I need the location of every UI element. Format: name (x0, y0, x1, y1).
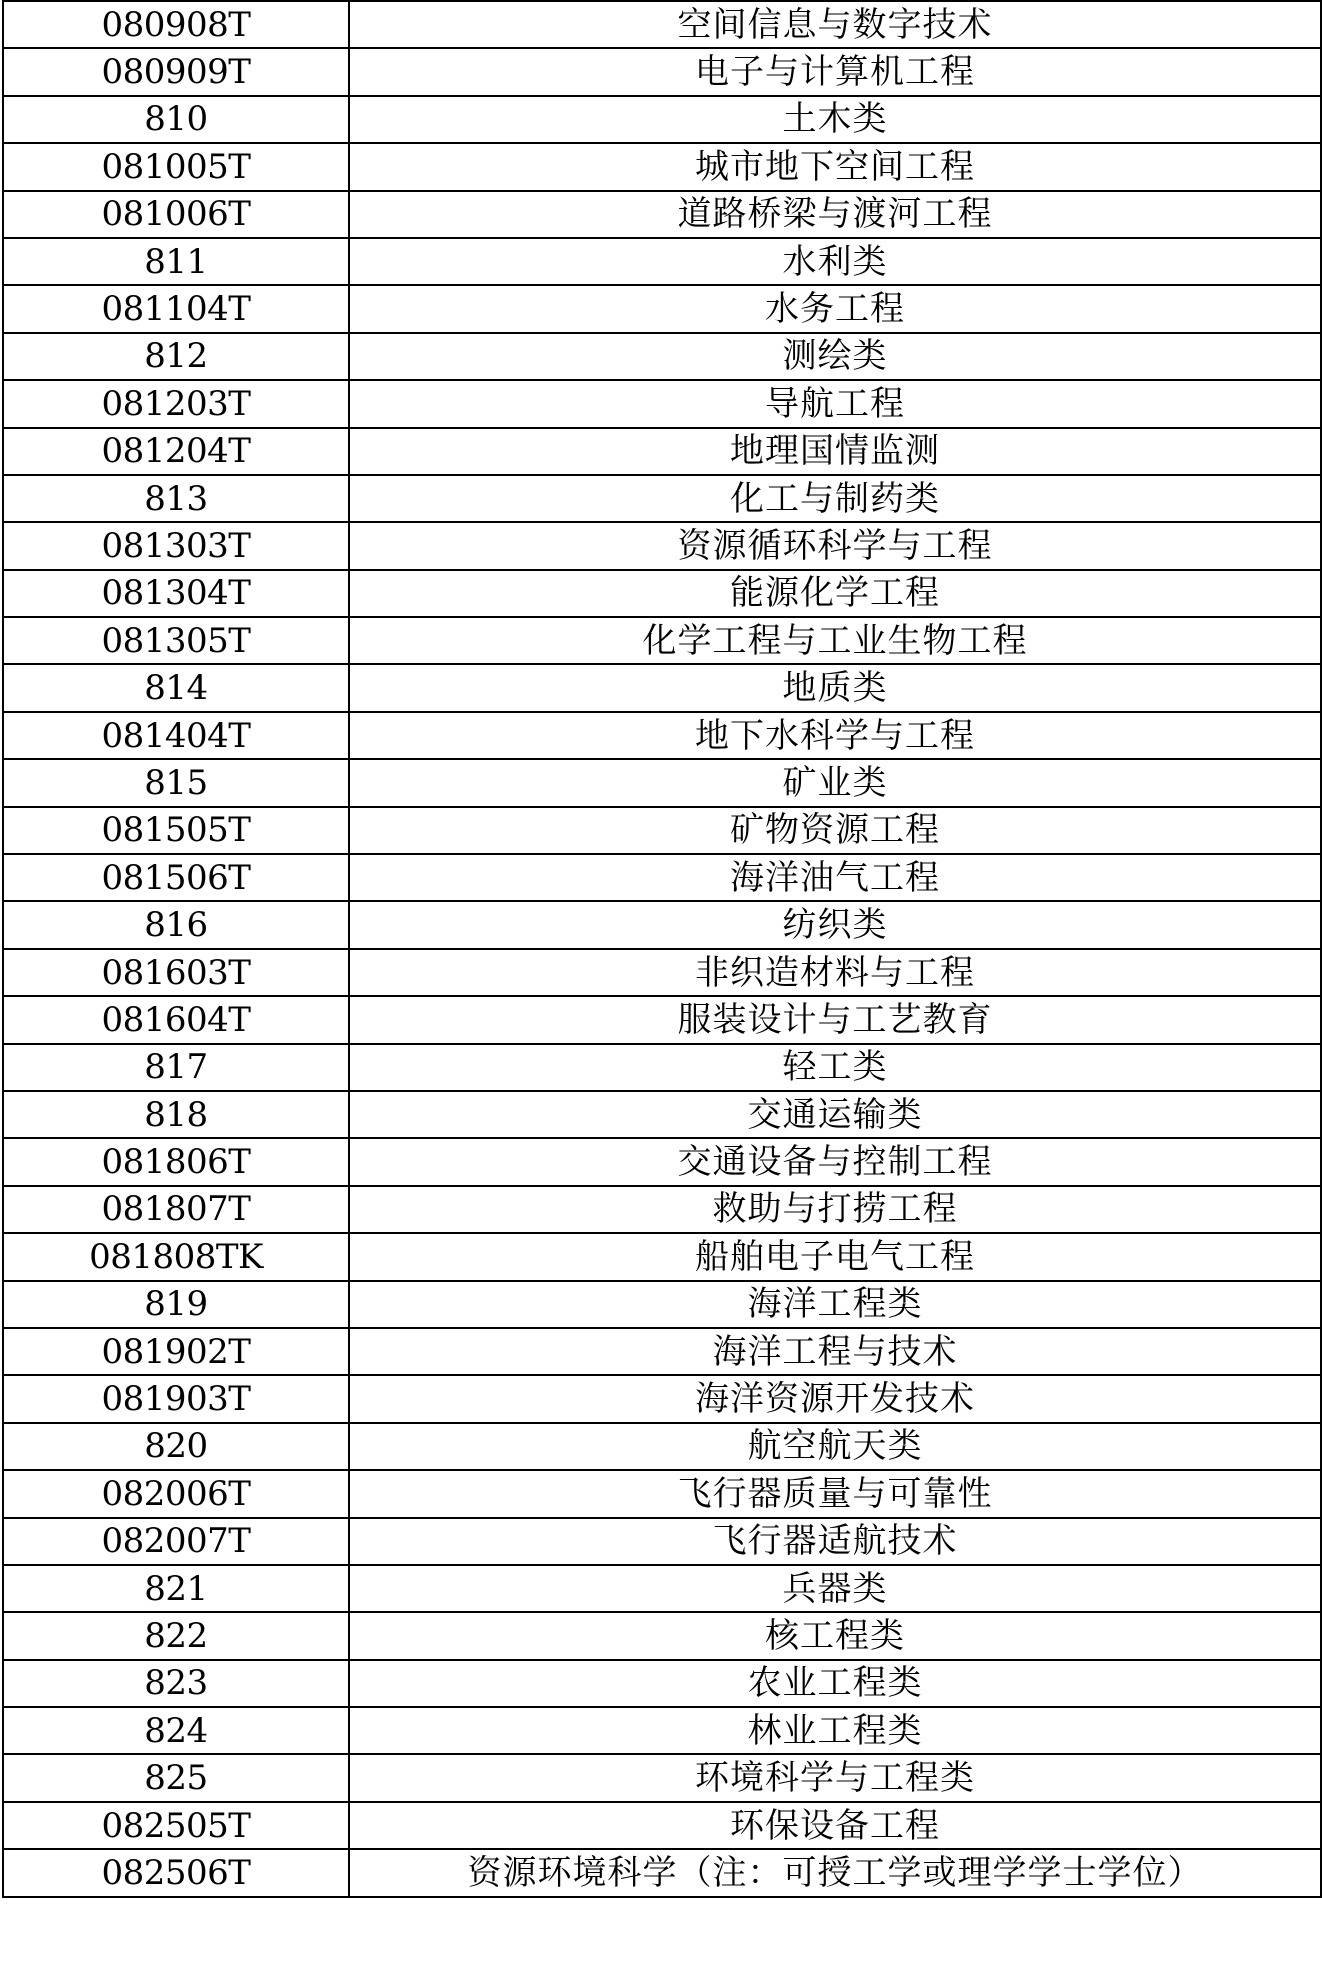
major-code-cell: 820 (3, 1423, 349, 1470)
table-row (3, 854, 1321, 901)
table-row (3, 1328, 1321, 1375)
major-code-cell: 081204T (3, 428, 349, 475)
major-name-cell: 电子与计算机工程 (349, 48, 1321, 95)
major-name-cell: 化工与制药类 (349, 475, 1321, 522)
major-name-cell: 测绘类 (349, 333, 1321, 380)
major-name-cell: 飞行器质量与可靠性 (349, 1470, 1321, 1517)
major-code-cell: 081505T (3, 807, 349, 854)
major-code-cell: 825 (3, 1754, 349, 1801)
major-code-cell: 081604T (3, 996, 349, 1043)
table-row (3, 1612, 1321, 1659)
major-name-cell: 海洋油气工程 (349, 854, 1321, 901)
major-name-cell: 矿业类 (349, 759, 1321, 806)
major-code-cell: 081303T (3, 522, 349, 569)
major-name-cell: 交通设备与控制工程 (349, 1138, 1321, 1185)
table-row (3, 1660, 1321, 1707)
table-row (3, 1802, 1321, 1849)
major-name-cell: 纺织类 (349, 901, 1321, 948)
major-name-cell: 城市地下空间工程 (349, 143, 1321, 190)
major-code-cell: 082007T (3, 1518, 349, 1565)
major-name-cell: 地下水科学与工程 (349, 712, 1321, 759)
major-name-cell: 空间信息与数字技术 (349, 1, 1321, 48)
major-code-cell: 821 (3, 1565, 349, 1612)
table-row (3, 901, 1321, 948)
major-code-cell: 081506T (3, 854, 349, 901)
table-row (3, 759, 1321, 806)
table-row (3, 333, 1321, 380)
table-row (3, 191, 1321, 238)
major-code-cell: 812 (3, 333, 349, 380)
major-code-cell: 080909T (3, 48, 349, 95)
table-row (3, 96, 1321, 143)
major-code-cell: 082006T (3, 1470, 349, 1517)
table-row (3, 1754, 1321, 1801)
table-row (3, 617, 1321, 664)
table-row (3, 1375, 1321, 1422)
major-name-cell: 矿物资源工程 (349, 807, 1321, 854)
major-name-cell: 环保设备工程 (349, 1802, 1321, 1849)
major-name-cell: 化学工程与工业生物工程 (349, 617, 1321, 664)
table-row (3, 1091, 1321, 1138)
major-code-cell: 082506T (3, 1849, 349, 1896)
major-code-cell: 814 (3, 664, 349, 711)
major-code-cell: 081006T (3, 191, 349, 238)
major-code-cell: 081903T (3, 1375, 349, 1422)
major-name-cell: 地质类 (349, 664, 1321, 711)
major-code-cell: 081304T (3, 570, 349, 617)
major-name-cell: 水务工程 (349, 285, 1321, 332)
major-name-cell: 农业工程类 (349, 1660, 1321, 1707)
major-name-cell: 能源化学工程 (349, 570, 1321, 617)
major-name-cell: 核工程类 (349, 1612, 1321, 1659)
major-code-cell: 081603T (3, 949, 349, 996)
table-row (3, 1044, 1321, 1091)
major-code-cell: 081404T (3, 712, 349, 759)
table-row (3, 1423, 1321, 1470)
table-row (3, 1138, 1321, 1185)
table-row (3, 1518, 1321, 1565)
major-name-cell: 水利类 (349, 238, 1321, 285)
major-name-cell: 资源环境科学（注：可授工学或理学学士学位） (349, 1849, 1321, 1896)
major-code-cell: 815 (3, 759, 349, 806)
table-row (3, 1707, 1321, 1754)
major-code-cell: 081203T (3, 380, 349, 427)
major-code-cell: 823 (3, 1660, 349, 1707)
major-name-cell: 土木类 (349, 96, 1321, 143)
table-row (3, 380, 1321, 427)
table-row (3, 712, 1321, 759)
major-name-cell: 服装设计与工艺教育 (349, 996, 1321, 1043)
major-name-cell: 轻工类 (349, 1044, 1321, 1091)
table-row (3, 949, 1321, 996)
table-row (3, 238, 1321, 285)
major-name-cell: 非织造材料与工程 (349, 949, 1321, 996)
major-code-cell: 081902T (3, 1328, 349, 1375)
major-code-cell: 081807T (3, 1186, 349, 1233)
major-name-cell: 林业工程类 (349, 1707, 1321, 1754)
table-body (3, 1, 1321, 1897)
major-name-cell: 资源循环科学与工程 (349, 522, 1321, 569)
major-name-cell: 环境科学与工程类 (349, 1754, 1321, 1801)
major-code-cell: 810 (3, 96, 349, 143)
table-row (3, 664, 1321, 711)
major-code-cell: 081808TK (3, 1233, 349, 1280)
major-code-cell: 818 (3, 1091, 349, 1138)
table-row (3, 1470, 1321, 1517)
table-row (3, 143, 1321, 190)
major-code-cell: 817 (3, 1044, 349, 1091)
table-row (3, 1849, 1321, 1896)
major-name-cell: 飞行器适航技术 (349, 1518, 1321, 1565)
table-row (3, 522, 1321, 569)
major-name-cell: 船舶电子电气工程 (349, 1233, 1321, 1280)
major-name-cell: 导航工程 (349, 380, 1321, 427)
major-code-cell: 081005T (3, 143, 349, 190)
major-code-cell: 081305T (3, 617, 349, 664)
major-name-cell: 海洋工程与技术 (349, 1328, 1321, 1375)
table-row (3, 996, 1321, 1043)
major-name-cell: 航空航天类 (349, 1423, 1321, 1470)
major-code-cell: 824 (3, 1707, 349, 1754)
table-row (3, 428, 1321, 475)
major-name-cell: 道路桥梁与渡河工程 (349, 191, 1321, 238)
table-row (3, 570, 1321, 617)
table-row (3, 285, 1321, 332)
table-row (3, 1233, 1321, 1280)
table-row (3, 48, 1321, 95)
major-name-cell: 兵器类 (349, 1565, 1321, 1612)
major-code-cell: 082505T (3, 1802, 349, 1849)
major-code-cell: 819 (3, 1281, 349, 1328)
major-code-cell: 816 (3, 901, 349, 948)
major-code-cell: 081806T (3, 1138, 349, 1185)
table-row (3, 807, 1321, 854)
major-code-cell: 811 (3, 238, 349, 285)
major-code-cell: 813 (3, 475, 349, 522)
table-row (3, 1, 1321, 48)
table-row (3, 1281, 1321, 1328)
major-name-cell: 地理国情监测 (349, 428, 1321, 475)
major-code-cell: 080908T (3, 1, 349, 48)
table-row (3, 1565, 1321, 1612)
major-code-cell: 081104T (3, 285, 349, 332)
major-name-cell: 交通运输类 (349, 1091, 1321, 1138)
major-code-table (2, 0, 1322, 1898)
major-name-cell: 海洋资源开发技术 (349, 1375, 1321, 1422)
table-row (3, 1186, 1321, 1233)
major-code-cell: 822 (3, 1612, 349, 1659)
major-name-cell: 海洋工程类 (349, 1281, 1321, 1328)
major-name-cell: 救助与打捞工程 (349, 1186, 1321, 1233)
table-row (3, 475, 1321, 522)
